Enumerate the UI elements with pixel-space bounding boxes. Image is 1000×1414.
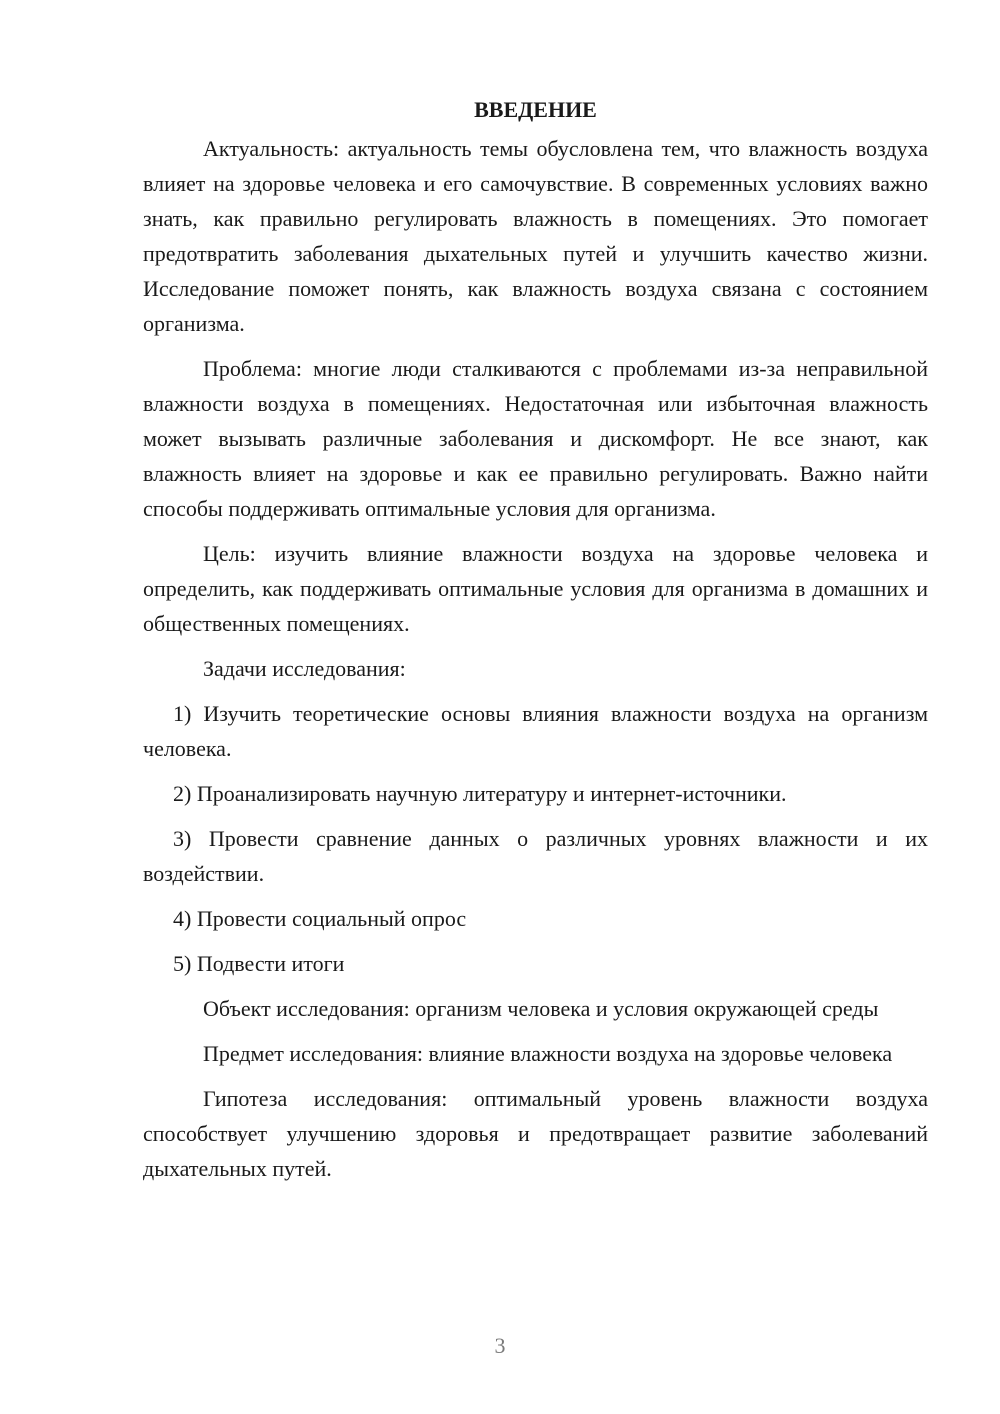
goal-paragraph: Цель: изучить влияние влажности воздуха на здоровье человека и определить, как поддерживать оптимальные условия для организма в домашних и общественных помещениях.	[143, 541, 928, 636]
problem-paragraph: Проблема: многие люди сталкиваются с проблемами из-за неправильной влажности воздуха в помещениях. Недостаточная или избыточная влажность может вызывать различные заболевания и дискомфорт. Не все знают, как влажность влияет на здоровье и как ее правильно регулировать. Важно найти способы поддерживать оптимальные условия для организма.	[143, 356, 928, 521]
task-item-5: 5) Подвести итоги	[173, 951, 345, 976]
page-number: 3	[494, 1333, 506, 1358]
object-paragraph: Объект исследования: организм человека и условия окружающей среды	[203, 996, 879, 1021]
tasks-title: Задачи исследования:	[203, 656, 406, 681]
document-page	[143, 92, 928, 1196]
task-item-4: 4) Провести социальный опрос	[173, 906, 467, 931]
hypothesis-paragraph: Гипотеза исследования: оптимальный уровень влажности воздуха способствует улучшению здоровья и предотвращает развитие заболеваний дыхательных путей.	[143, 1086, 928, 1181]
task-item-2: 2) Проанализировать научную литературу и интернет-источники.	[173, 781, 787, 806]
subject-paragraph: Предмет исследования: влияние влажности воздуха на здоровье человека	[203, 1041, 893, 1066]
task-item-1: 1) Изучить теоретические основы влияния влажности воздуха на организм человека.	[143, 701, 928, 761]
task-item-3: 3) Провести сравнение данных о различных уровнях влажности и их воздействии.	[143, 826, 928, 886]
relevance-paragraph: Актуальность: актуальность темы обусловлена тем, что влажность воздуха влияет на здоровье человека и его самочувствие. В современных условиях важно знать, как правильно регулировать влажность в помещениях. Это помогает предотвратить заболевания дыхательных путей и улучшить качество жизни. Исследование поможет понять, как влажность воздуха связана с состоянием организма.	[143, 136, 928, 336]
page-title: ВВЕДЕНИЕ	[474, 97, 597, 122]
